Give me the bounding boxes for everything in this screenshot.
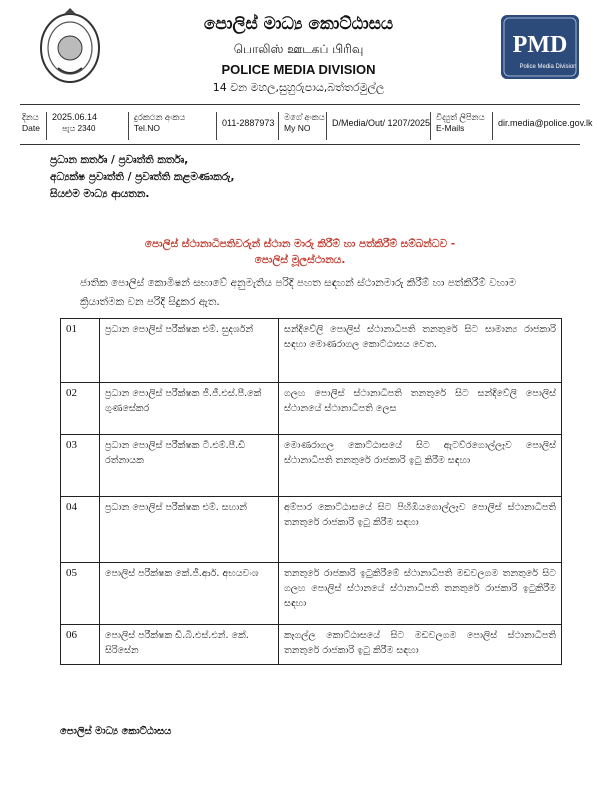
addressee-line: අධ්‍යක්ෂ ප්‍රවෘත්ති / ප්‍රවෘත්ති කළමණාකරු, [50, 171, 235, 183]
row-number: 06 [61, 625, 100, 665]
row-number: 04 [61, 497, 100, 563]
table-row [61, 435, 562, 497]
subject-line-2: පොලිස් මූලස්ථානය. [254, 254, 346, 266]
row-number: 02 [61, 383, 100, 435]
table-row [61, 625, 562, 665]
tel-value: 011-2887973 [222, 118, 275, 128]
row-number: 01 [61, 319, 100, 383]
officer-name: පොලිස් පරීක්ෂක කේ.ජී.ආර්. අභයවංශ [100, 563, 279, 625]
header-divider-bottom [20, 144, 580, 145]
email-label-si: විද්‍යුත් ලිපිනය [436, 112, 485, 122]
myno-value: D/Media/Out/ 1207/2025 [332, 118, 431, 128]
officer-name: ප්‍රධාන පොලිස් පරීක්ෂක ටී.එම්.පී.ඩී රත්නායක [100, 435, 279, 497]
title-english: POLICE MEDIA DIVISION [221, 62, 376, 77]
officer-name: ප්‍රධාන පොලිස් පරීක්ෂක ජී.ජී.එස්.පී.කේ ගුණසේකර [100, 383, 279, 435]
transfer-description: මොණරාගල කොට්ඨාසයේ සිට ඇටව්රගොල්ලෑව පොලිස් ස්ථානාධිපති තනතුරේ රාජකාරි ඉටු කිරීම සඳහා [279, 435, 562, 497]
tel-label-si: දුරකථන අංකය [134, 112, 186, 122]
subject-line-1: පොලිස් ස්ථානාධිපතිවරුන් ස්ථාන මාරු කිරීම් හා පත්කිරීම් සම්බන්ධව - [144, 238, 456, 250]
addressee-block [50, 152, 235, 203]
officer-name: පොලිස් පරීක්ෂක ඩී.බී.එස්.එන්. කේ. සිරිසේන [100, 625, 279, 665]
transfer-description: අම්පාර කොට්ඨාසයේ සිට පිහිඹියගොල්ලෑව පොලිස් ස්ථානාධිපති තනතුරේ රාජකාරි ඉටු කිරීම සඳහා [279, 497, 562, 563]
date-label-en: Date [22, 123, 40, 133]
pmd-logo-subtext: Police Media Division [519, 64, 577, 70]
info-bar [20, 108, 593, 142]
transfer-description: ගලහ පොලිස් ස්ථානාධිපති තනතුරේ සිට සන්දිවේලි පොලිස් ස්ථානයේ ස්ථානාධිපති ලෙස [279, 383, 562, 435]
transfer-description: කෑගල්ල කොට්ඨාසයේ සිට මඩවලගම පොලිස් ස්ථානාධිපති තනතුරේ රාජකාරි ඉටු කිරීම සඳහා [279, 625, 562, 665]
title-tamil: பொலிஸ் ஊடகப் பிரிவு [233, 42, 364, 56]
title-sinhala: පොලිස් මාධ්‍ය කොට්ඨාසය [203, 14, 394, 34]
table-row [61, 497, 562, 563]
officer-name: ප්‍රධාන පොලිස් පරීක්ෂක එම්. සහාන් [100, 497, 279, 563]
header-divider-top [20, 104, 580, 105]
table-row [61, 383, 562, 435]
footer-signature: පොලිස් මාධ්‍ය කොට්ඨාසය [60, 726, 172, 737]
tel-label-en: Tel.NO [134, 123, 160, 133]
officer-name: ප්‍රධාන පොලිස් පරීක්ෂක එම්. සුදර්ශන් [100, 319, 279, 383]
intro-paragraph: ජාතික පොලිස් කොමිෂන් සභාවේ අනුමැතිය පරිදි පහත සඳහන් ස්ථානමාරු කිරීම් හා පත්කිරීම් වහාම ක්‍රියාත්මක වන පරිදි සිදුකර ඇත. [80, 277, 516, 308]
addressee-line: සියළුම මාධ්‍ය ආයතන. [50, 188, 150, 200]
transfer-description: සන්දිවේලි පොලිස් ස්ථානාධිපති තනතුරේ සිට සාමාන්‍ය රාජකාරි සඳහා මොණරාගල කොට්ඨාසය වෙත. [279, 319, 562, 383]
table-row [61, 563, 562, 625]
transfers-table [60, 318, 562, 665]
time-value: පැය 2340 [62, 124, 96, 133]
myno-label-si: මගේ අංකය [284, 112, 325, 122]
date-label-si: දිනය [22, 112, 39, 122]
transfer-description: තනතුරේ රාජකාරි ඉටුකිරීමේ ස්ථානාධිපති මඩවලගම තනතුරේ සිට ගලහ පොලිස් ස්ථානයේ ස්ථානාධිපති තනතුරේ රාජකාරි ඉටුකිරීම සඳහා [279, 563, 562, 625]
myno-label-en: My NO [284, 123, 311, 133]
office-address: 14 වන මහල,සුහුරුපාය,බත්තරමුල්ල [212, 81, 385, 94]
email-label-en: E-Mails [436, 123, 465, 133]
pmd-logo-text: PMD [512, 32, 568, 58]
row-number: 03 [61, 435, 100, 497]
subject-heading [60, 236, 540, 268]
date-value: 2025.06.14 [52, 112, 98, 122]
email-value: dir.media@police.gov.lk [498, 118, 593, 128]
table-row [61, 319, 562, 383]
addressee-line: ප්‍රධාන කර්තෘ / ප්‍රවෘත්ති කර්තෘ, [50, 154, 189, 166]
row-number: 05 [61, 563, 100, 625]
